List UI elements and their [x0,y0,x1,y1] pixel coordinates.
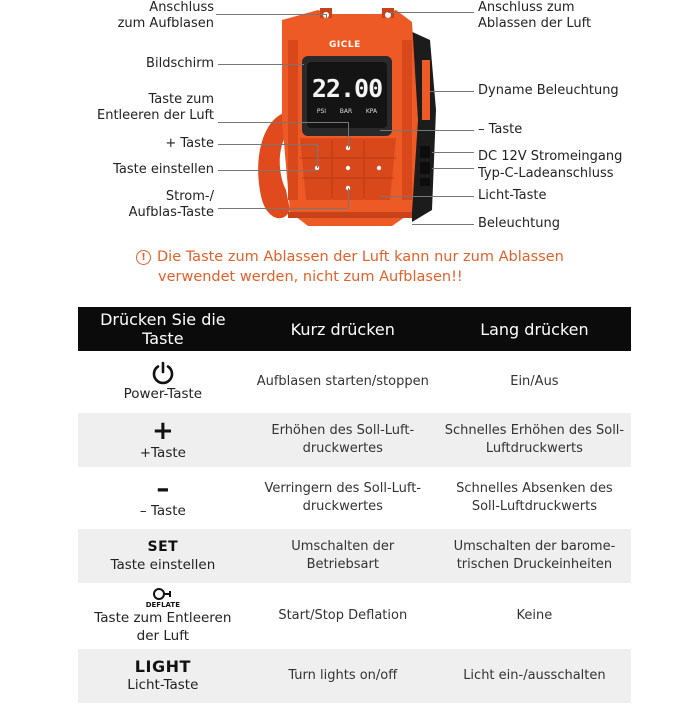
leader-line [388,12,474,13]
button-cell [78,529,248,583]
button-cell [78,413,248,467]
label-line: Taste zum [148,92,214,107]
deflate-label: DEFLATE [145,601,180,609]
warning-circle-icon: ! [136,250,151,265]
leader-line [317,144,318,168]
leader-line [348,122,349,148]
brand-logo: GICLE [329,40,361,50]
header-button: Drücken Sie die Taste [78,307,248,351]
warning-text-1: Die Taste zum Ablassen der Luft kann nur zum Ablassen [157,249,564,265]
label-line: Aufblas-Taste [128,205,214,220]
leader-line [432,168,474,169]
label-deflate-port [478,0,591,32]
leader-line [380,130,474,131]
button-cell [78,587,248,645]
label-set-button: Taste einstellen [113,162,214,177]
screen-units [310,108,384,115]
label-light-button: Licht-Taste [478,188,547,203]
product-diagram [0,0,700,240]
label-line: zum Aufblasen [117,16,214,31]
label-line: Strom-/ [165,189,214,204]
light-text-icon: LIGHT [134,657,191,676]
button-name: Taste zum Entleeren der Luft [94,610,232,644]
table-row [78,529,631,583]
short-press-cell: Umschalten der Betriebsart [248,529,438,583]
label-dc-input: DC 12V Stromeingang [478,149,623,164]
button-cell [78,355,248,409]
table-row [78,587,631,645]
short-press-cell: Erhöhen des Soll-Luft- druckwertes [248,413,438,467]
button-name: Taste einstellen [110,557,216,573]
table-row [78,355,631,409]
label-deflate-button [97,92,214,124]
unit-psi: PSI [316,108,327,115]
unit-kpa: KPA [365,108,378,115]
leader-line [218,64,304,65]
leader-line [218,144,318,145]
power-icon [151,361,175,385]
label-dynamic-light: Dyname Beleuchtung [478,83,619,98]
deflate-icon [150,587,176,601]
label-plus-button: + Taste [165,136,214,151]
long-press-cell: Licht ein-/ausschalten [438,649,631,703]
header-long-press: Lang drücken [438,307,631,351]
long-press-cell: Schnelles Erhöhen des Soll-Luftdruckwerts [438,413,631,467]
leader-line [218,170,318,171]
short-press-cell: Start/Stop Deflation [278,608,408,623]
label-line: Anschluss zum [478,0,575,15]
leader-line [380,196,474,197]
table-row [78,649,631,703]
button-cell [78,471,248,525]
short-press-cell: Aufblasen starten/stoppen [256,374,429,389]
long-press-cell: Ein/Aus [510,374,559,389]
label-power-button [129,189,214,221]
screen-reading: 22.00 [311,74,383,103]
button-cell [78,649,248,703]
leader-line [326,14,327,18]
leader-line [412,224,474,225]
leader-line [218,208,348,209]
long-press-cell: Keine [516,608,553,623]
long-press-cell: Umschalten der barome- trischen Druckeinheiten [438,529,631,583]
leader-line [430,91,474,92]
leader-line [216,14,326,15]
header-short-press: Kurz drücken [248,307,438,351]
leader-line [218,122,348,123]
label-screen: Bildschirm [146,56,214,71]
warning-line-2: verwendet werden, nicht zum Aufblasen!! [158,269,463,285]
unit-bar: BAR [339,108,353,115]
label-typec-port: Typ-C-Ladeanschluss [478,166,614,181]
label-minus-button: – Taste [478,122,523,137]
short-press-cell: Turn lights on/off [248,649,438,703]
table-row [78,471,631,525]
minus-icon: – [156,474,170,504]
plus-icon: + [151,416,174,446]
table-row [78,413,631,467]
label-line: Anschluss [149,0,214,15]
label-line: Entleeren der Luft [96,108,214,123]
set-text-icon: SET [147,539,179,555]
button-name: +Taste [139,445,186,461]
deflate-warning [136,247,606,287]
short-press-cell: Verringern des Soll-Luft- druckwertes [264,481,422,514]
leader-line [432,152,474,153]
table-header-row [78,307,631,351]
button-name: Licht-Taste [127,677,199,693]
warning-line-1 [136,247,606,267]
button-function-table [78,303,631,707]
label-line: Ablassen der Luft [478,16,592,31]
label-lighting: Beleuchtung [478,216,560,231]
button-name: Power-Taste [123,386,203,402]
leader-line [348,188,349,208]
long-press-cell: Schnelles Absenken des Soll-Luftdruckwerts [456,481,613,514]
label-inflate-port [118,0,214,32]
button-name: – Taste [139,503,186,519]
